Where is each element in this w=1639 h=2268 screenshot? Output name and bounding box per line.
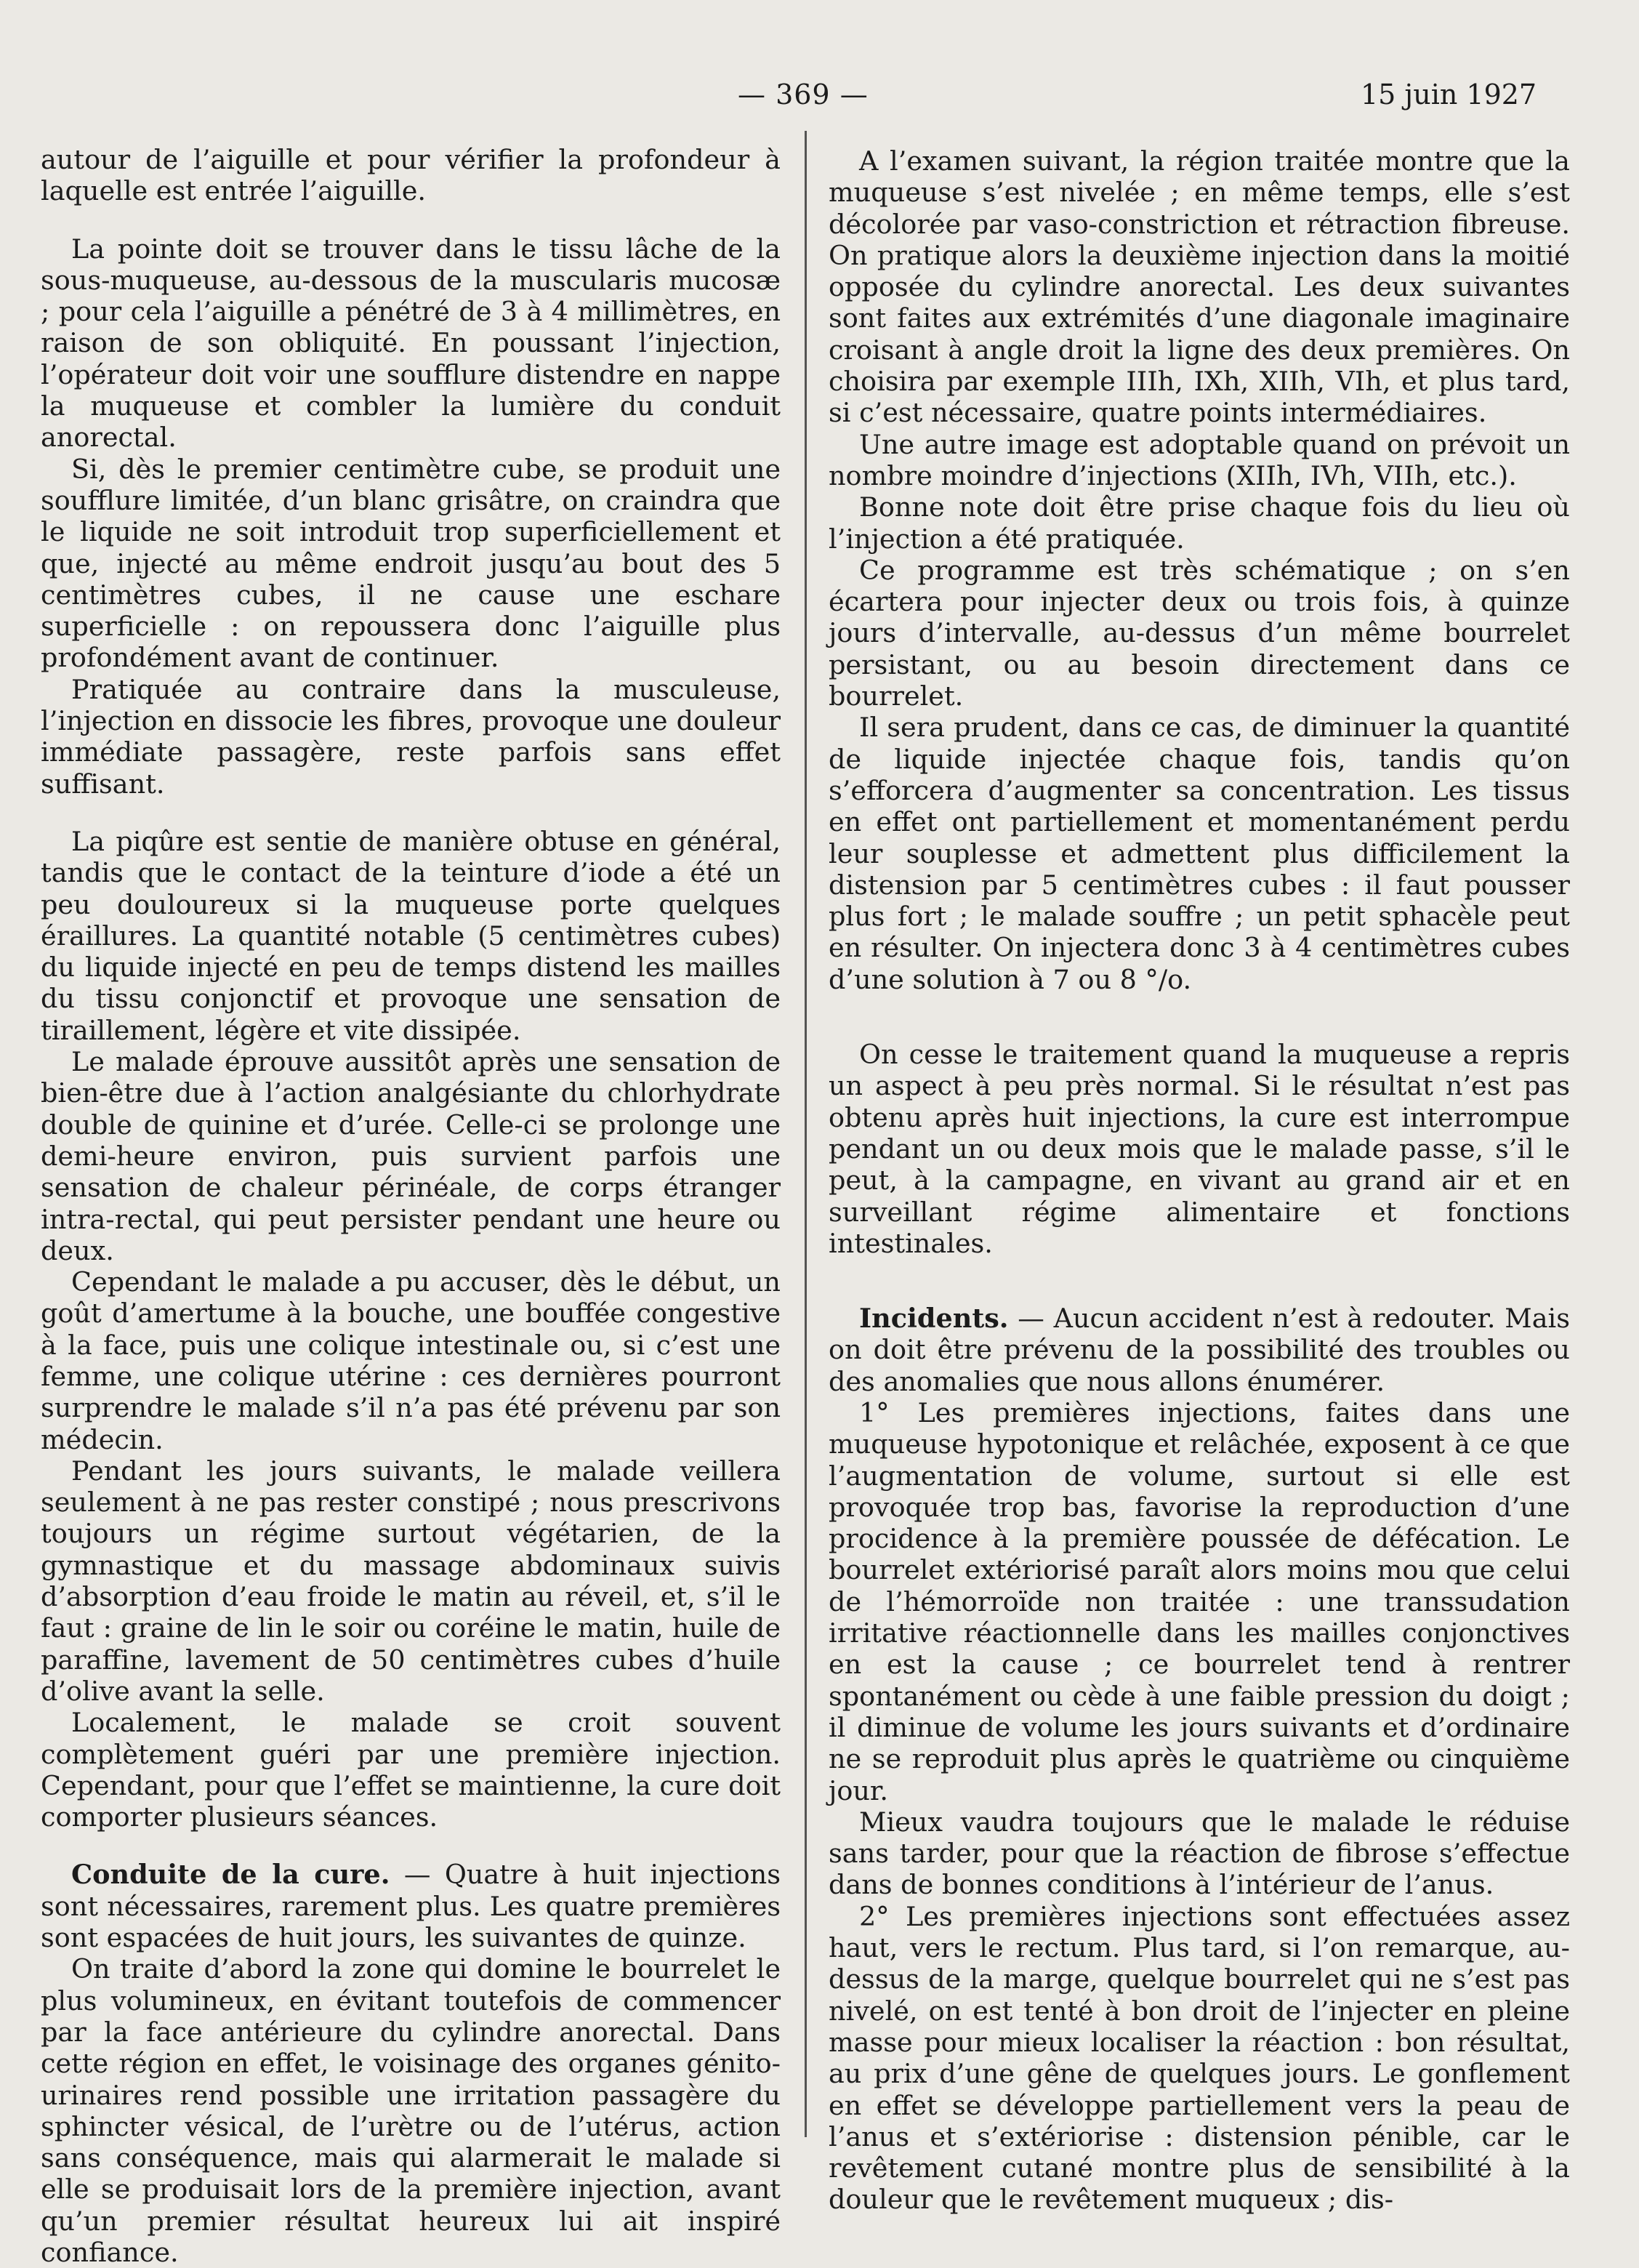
paragraph: 2° Les premières injections sont effectuées assez haut, vers le rectum. Plus tard, si l’on remarque, au-dessus de la marge, quelque bourrelet qui ne s’est pas nivelé, on est tenté à bon droit de l’injecter en pleine masse pour mieux localiser la réaction : bon résultat, au prix d’une gêne de quelques jours. Le gonflement en effet se développe partiellement vers la peau de l’anus et s’extériorise : distension pénible, car le revêtement cutané montre plus de sensibilité à la douleur que le revêtement muqueux ; dis- bbox=[829, 1900, 1570, 2216]
left-column bbox=[41, 144, 781, 2268]
column-divider bbox=[805, 131, 807, 2137]
page-date: 15 juin 1927 bbox=[1361, 79, 1537, 110]
paragraph: Localement, le malade se croit souvent complètement guéri par une première injection. Cependant, pour que l’effet se maintienne, la cure doit comporter plusieurs séances. bbox=[41, 1707, 781, 1833]
paragraph: Ce programme est très schématique ; on s’en écartera pour injecter deux ou trois fois, à quinze jours d’intervalle, au-dessus d’un même bourrelet persistant, ou au besoin directement dans ce bourrelet. bbox=[829, 554, 1570, 712]
paragraph: Bonne note doit être prise chaque fois du lieu où l’injection a été pratiquée. bbox=[829, 491, 1570, 555]
paragraph: Cependant le malade a pu accuser, dès le début, un goût d’amertume à la bouche, une bouffée congestive à la face, puis une colique intestinale ou, si c’est une femme, une colique utérine : ces dernières pourront surprendre le malade s’il n’a pas été prévenu par son médecin. bbox=[41, 1266, 781, 1455]
section-text: — Aucun accident n’est à redouter. Mais on doit être prévenu de la possibilité des troubles ou des anomalies que nous allons énumérer. bbox=[829, 1303, 1570, 1397]
paragraph: La piqûre est sentie de manière obtuse en général, tandis que le contact de la teinture d’iode a été un peu douloureux si la muqueuse porte quelques éraillures. La quantité notable (5 centimètres cubes) du liquide injecté en peu de temps distend les mailles du tissu conjonctif et provoque une sensation de tiraillement, légère et vite dissipée. bbox=[41, 825, 781, 1046]
paragraph: La pointe doit se trouver dans le tissu lâche de la sous-muqueuse, au-dessous de la muscularis mucosæ ; pour cela l’aiguille a pénétré de 3 à 4 millimètres, en raison de son obliquité. En poussant l’injection, l’opérateur doit voir une soufflure distendre en nappe la muqueuse et combler la lumière du conduit anorectal. bbox=[41, 233, 781, 454]
paragraph: Si, dès le premier centimètre cube, se produit une soufflure limitée, d’un blanc grisâtre, on craindra que le liquide ne soit introduit trop superficiellement et que, injecté au même endroit jusqu’au bout des 5 centimètres cubes, il ne cause une eschare superficielle : on repoussera donc l’aiguille plus profondément avant de continuer. bbox=[41, 453, 781, 674]
section-paragraph bbox=[41, 1859, 781, 1953]
paragraph: Pendant les jours suivants, le malade veillera seulement à ne pas rester constipé ; nous prescrivons toujours un régime surtout végétarien, de la gymnastique et du massage abdominaux suivis d’absorption d’eau froide le matin au réveil, et, s’il le faut : graine de lin le soir ou coréine le matin, huile de paraffine, lavement de 50 centimètres cubes d’huile d’olive avant la selle. bbox=[41, 1455, 781, 1707]
paragraph: On traite d’abord la zone qui domine le bourrelet le plus volumineux, en évitant toutefois de commencer par la face antérieure du cylindre anorectal. Dans cette région en effet, le voisinage des organes génito-urinaires rend possible une irritation passagère du sphincter vésical, de l’urètre ou de l’utérus, action sans conséquence, mais qui alarmerait le malade si elle se produisait lors de la première injection, avant qu’un premier résultat heureux lui ait inspiré confiance. bbox=[41, 1953, 781, 2268]
paragraph: Pratiquée au contraire dans la musculeuse, l’injection en dissocie les fibres, provoque une douleur immédiate passagère, reste parfois sans effet suffisant. bbox=[41, 673, 781, 800]
paragraph: autour de l’aiguille et pour vérifier la profondeur à laquelle est entrée l’aiguille. bbox=[41, 144, 781, 207]
section-heading: Conduite de la cure. bbox=[71, 1859, 390, 1891]
section-text: — Quatre à huit injections sont nécessaires, rarement plus. Les quatre premières sont espacées de huit jours, les suivantes de quinze. bbox=[41, 1859, 781, 1954]
page-number: — 369 — bbox=[738, 79, 869, 110]
paragraph: On cesse le traitement quand la muqueuse a repris un aspect à peu près normal. Si le résultat n’est pas obtenu après huit injections, la cure est interrompue pendant un ou deux mois que le malade passe, s’il le peut, à la campagne, en vivant au grand air et en surveillant régime alimentaire et fonctions intestinales. bbox=[829, 1039, 1570, 1259]
paragraph: 1° Les premières injections, faites dans une muqueuse hypotonique et relâchée, exposent à ce que l’augmentation de volume, surtout si elle est provoquée trop bas, favorise la reproduction d’une procidence à la première poussée de défécation. Le bourrelet extériorisé paraît alors moins mou que celui de l’hémorroïde non traitée : une transsudation irritative réactionnelle dans les mailles conjonctives en est la cause ; ce bourrelet tend à rentrer spontanément ou cède à une faible pression du doigt ; il diminue de volume les jours suivants et d’ordinaire ne se reproduit plus après le quatrième ou cinquième jour. bbox=[829, 1396, 1570, 1806]
paragraph: Il sera prudent, dans ce cas, de diminuer la quantité de liquide injectée chaque fois, tandis qu’on s’efforcera d’augmenter sa concentration. Les tissus en effet ont partiellement et momentanément perdu leur souplesse et admettent plus difficilement la distension par 5 centimètres cubes : il faut pousser plus fort ; le malade souffre ; un petit sphacèle peut en résulter. On injectera donc 3 à 4 centimètres cubes d’une solution à 7 ou 8 °/o. bbox=[829, 712, 1570, 995]
paragraph: A l’examen suivant, la région traitée montre que la muqueuse s’est nivelée ; en même temps, elle s’est décolorée par vaso-constriction et rétraction fibreuse. On pratique alors la deuxième injection dans la moitié opposée du cylindre anorectal. Les deux suivantes sont faites aux extrémités d’une diagonale imaginaire croisant à angle droit la ligne des deux premières. On choisira par exemple IIIh, IXh, XIIh, VIh, et plus tard, si c’est nécessaire, quatre points intermédiaires. bbox=[829, 145, 1570, 429]
right-column bbox=[829, 145, 1570, 2216]
paragraph: Mieux vaudra toujours que le malade le réduise sans tarder, pour que la réaction de fibrose s’effectue dans de bonnes conditions à l’intérieur de l’anus. bbox=[829, 1806, 1570, 1901]
section-paragraph bbox=[829, 1303, 1570, 1397]
paragraph: Le malade éprouve aussitôt après une sensation de bien-être due à l’action analgésiante du chlorhydrate double de quinine et d’urée. Celle-ci se prolonge une demi-heure environ, puis survient parfois une sensation de chaleur périnéale, de corps étranger intra-rectal, qui peut persister pendant une heure ou deux. bbox=[41, 1046, 781, 1266]
section-heading: Incidents. bbox=[859, 1303, 1009, 1335]
paragraph: Une autre image est adoptable quand on prévoit un nombre moindre d’injections (XIIh, IVh, VIIh, etc.). bbox=[829, 428, 1570, 491]
